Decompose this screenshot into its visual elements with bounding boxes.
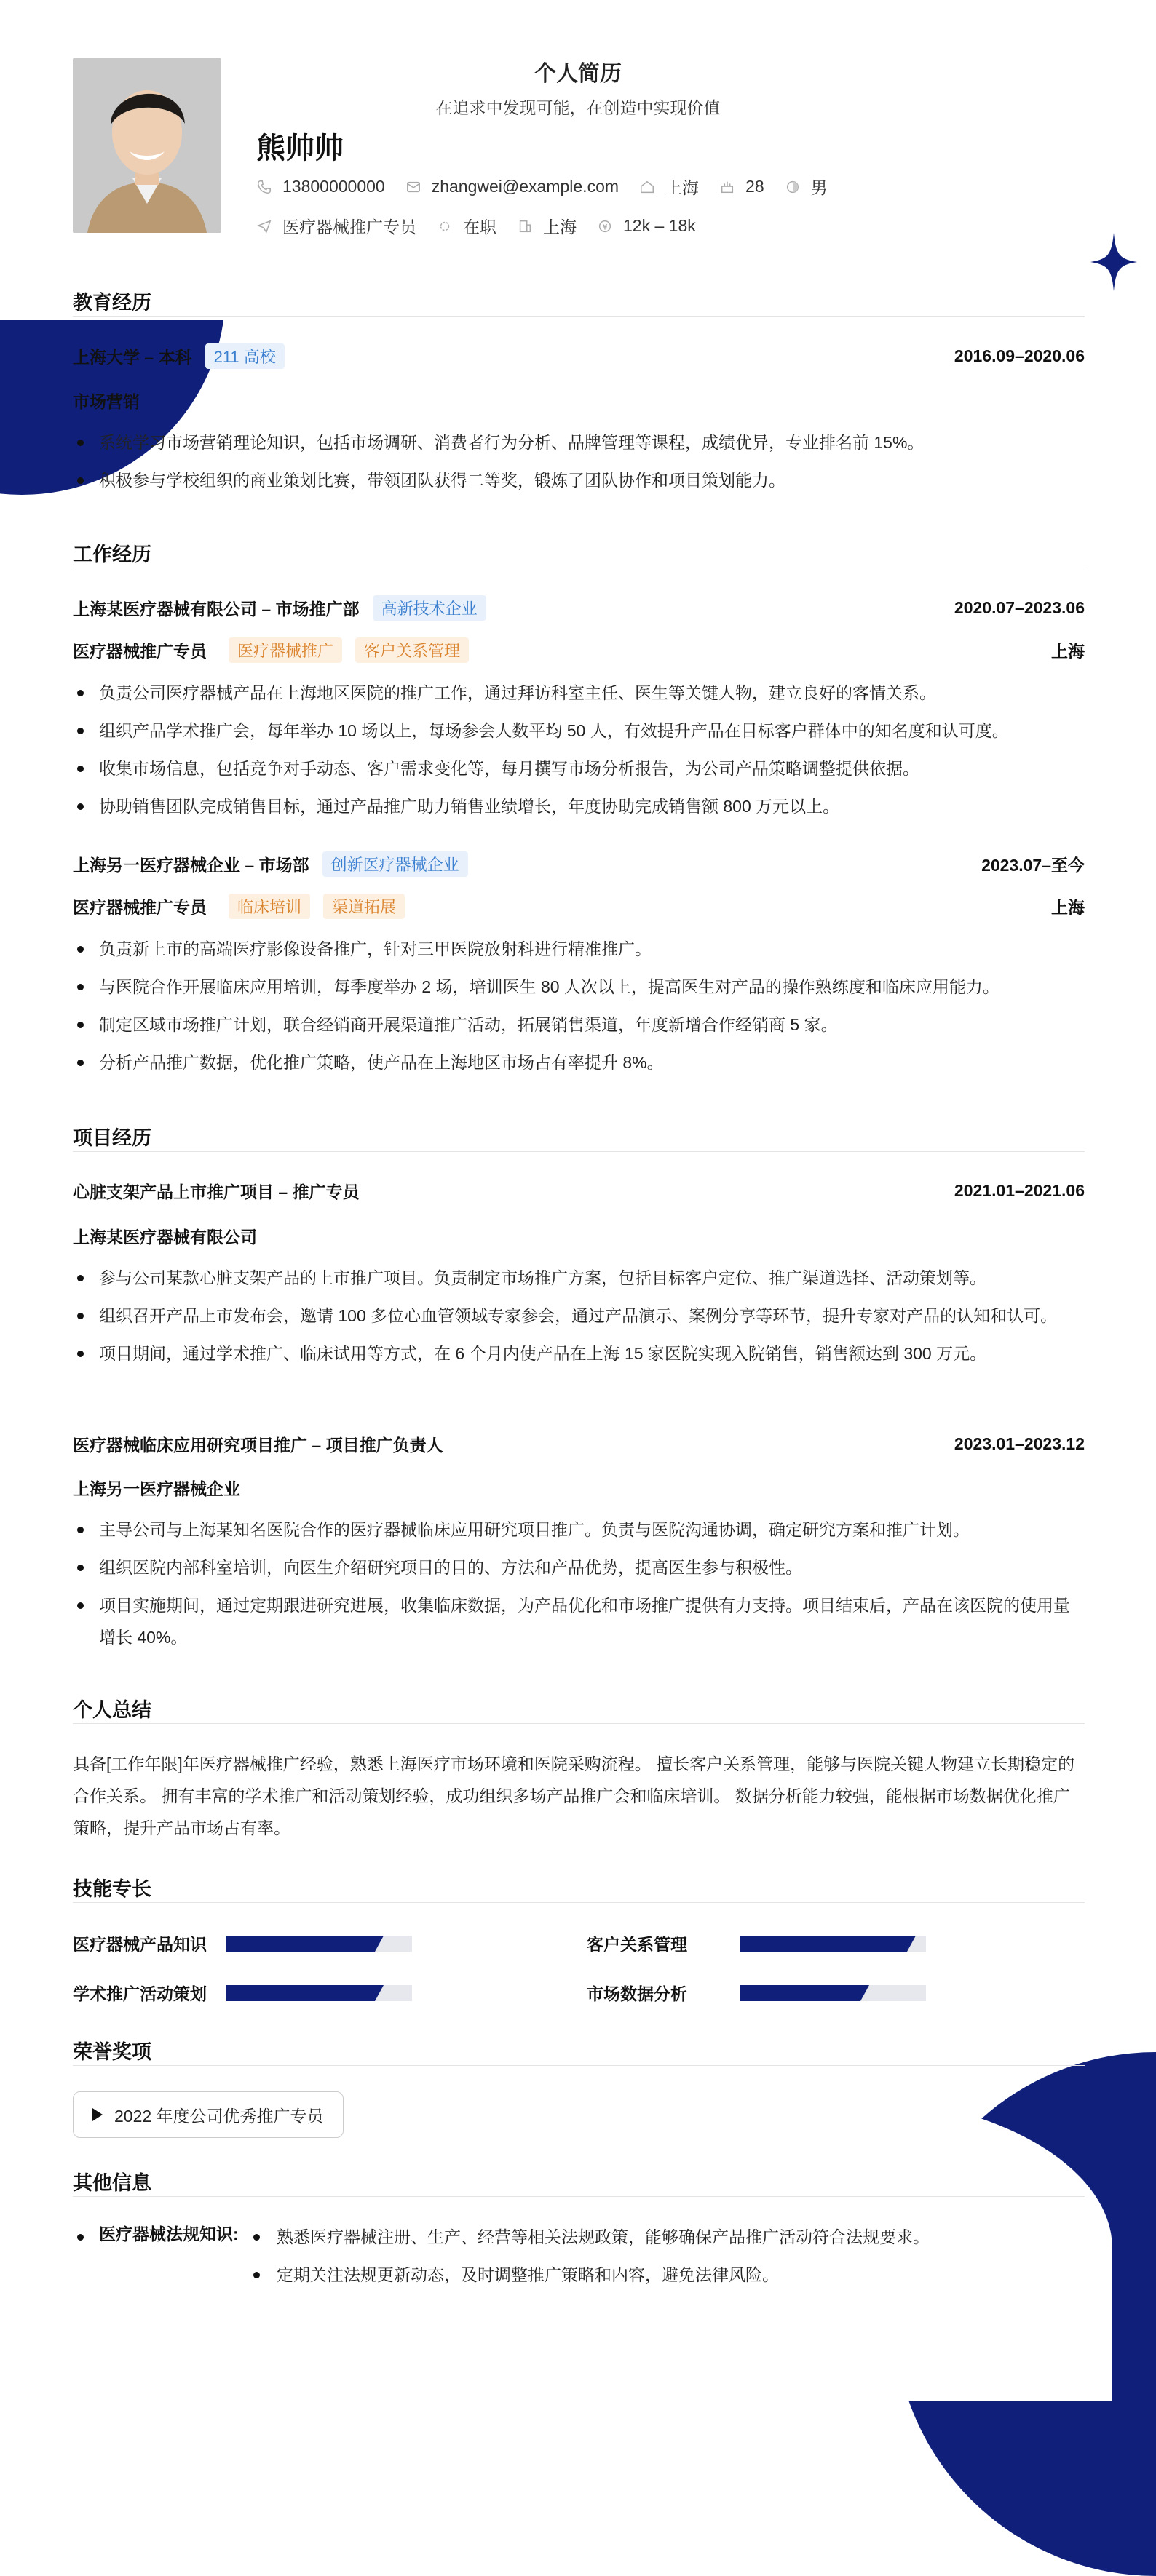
company-name: 上海某医疗器械有限公司 – 市场推广部 — [73, 600, 360, 619]
phone-text: 13800000000 — [282, 177, 385, 196]
building-icon — [517, 218, 533, 234]
list-item: 负责新上市的高端医疗影像设备推广，针对三甲医院放射科进行精准推广。 — [73, 933, 1085, 965]
status-icon — [437, 218, 453, 234]
other-values — [253, 2221, 930, 2297]
city-text: 上海 — [665, 178, 700, 197]
major: 市场营销 — [73, 392, 140, 411]
section-title-skills: 技能专长 — [73, 1878, 151, 1900]
work-city: 上海 — [1051, 898, 1085, 917]
list-item: 与医院合作开展临床应用培训，每季度举办 2 场，培训医生 80 人次以上，提高医生对产品的操作熟练度和临床应用能力。 — [73, 971, 1085, 1003]
project-bullets — [73, 1514, 1085, 1659]
skill-tag: 渠道拓展 — [323, 894, 405, 919]
section-title-education: 教育经历 — [73, 292, 151, 314]
status-text: 在职 — [463, 218, 496, 236]
skill-item — [73, 1981, 412, 2005]
email-text: zhangwei@example.com — [431, 177, 619, 196]
salary-text: 12k – 18k — [623, 216, 696, 235]
list-item: 协助销售团队完成销售目标，通过产品推广助力销售业绩增长，年度协助完成销售额 800 万元以上。 — [73, 790, 1085, 822]
skill-bar-fill — [740, 1936, 907, 1952]
company-name: 上海另一医疗器械企业 – 市场部 — [73, 856, 309, 875]
gender-item — [785, 175, 828, 199]
divider — [73, 1723, 1085, 1724]
job-row — [256, 214, 716, 238]
skill-label: 市场数据分析 — [587, 1984, 687, 2003]
skill-tag: 客户关系管理 — [355, 637, 469, 663]
skill-label: 学术推广活动策划 — [73, 1984, 207, 2003]
divider — [73, 316, 1085, 317]
education-period: 2016.09–2020.06 — [954, 346, 1085, 365]
work-bullets — [73, 933, 1085, 1084]
city-item — [639, 175, 699, 199]
company-tag: 高新技术企业 — [373, 595, 486, 621]
work-header — [73, 595, 1085, 621]
list-item: 定期关注法规更新动态，及时调整推广策略和内容，避免法律风险。 — [253, 2259, 930, 2297]
list-item: 系统学习市场营销理论知识，包括市场调研、消费者行为分析、品牌管理等课程，成绩优异，专业排名前 15%。 — [73, 426, 1085, 458]
work-role-row — [73, 894, 1085, 919]
school-name: 上海大学 – 本科 — [73, 348, 192, 367]
skill-label: 医疗器械产品知识 — [73, 1935, 207, 1954]
section-title-summary: 个人总结 — [73, 1699, 151, 1721]
skill-item — [587, 1931, 926, 1955]
contact-row — [256, 175, 848, 199]
list-item: 收集市场信息，包括竞争对手动态、客户需求变化等，每月撰写市场分析报告，为公司产品策略调整提供依据。 — [73, 752, 1085, 784]
role: 医疗器械推广专员 — [73, 642, 207, 661]
phone-icon — [256, 179, 272, 195]
phone-item[interactable] — [256, 177, 385, 196]
section-title-work: 工作经历 — [73, 544, 151, 565]
sparkle-icon — [1090, 233, 1137, 291]
project-company: 上海某医疗器械有限公司 — [73, 1228, 257, 1247]
section-title-project: 项目经历 — [73, 1127, 151, 1149]
page-title: 个人简历 — [534, 62, 622, 86]
skill-tag: 医疗器械推广 — [229, 637, 342, 663]
status-item — [437, 214, 496, 238]
education-header — [73, 343, 1085, 369]
bullet-dot — [77, 2234, 84, 2241]
list-item: 制定区域市场推广计划，联合经销商开展渠道推广活动，拓展销售渠道，年度新增合作经销商 5 家。 — [73, 1009, 1085, 1041]
award-item[interactable] — [73, 2091, 344, 2138]
school-tag: 211 高校 — [205, 343, 285, 369]
project-period: 2023.01–2023.12 — [954, 1434, 1085, 1453]
section-title-other: 其他信息 — [73, 2172, 151, 2194]
role: 医疗器械推广专员 — [73, 898, 207, 917]
play-icon — [92, 2108, 103, 2121]
salary-item — [597, 216, 696, 236]
divider — [73, 1151, 1085, 1152]
section-title-awards: 荣誉奖项 — [73, 2041, 151, 2063]
education-bullets — [73, 426, 1085, 502]
list-item: 组织召开产品上市发布会，邀请 100 多位心血管领域专家参会，通过产品演示、案例分享等环节，提升专家对产品的认知和认可。 — [73, 1300, 1085, 1332]
target-city-item — [517, 214, 577, 238]
skill-bar — [740, 1936, 926, 1952]
age-item — [719, 177, 764, 196]
skill-tag: 临床培训 — [229, 894, 310, 919]
skill-bar-fill — [226, 1985, 375, 2001]
project-name: 医疗器械临床应用研究项目推广 – 项目推广负责人 — [73, 1436, 443, 1455]
work-role-row — [73, 637, 1085, 663]
age-text: 28 — [745, 177, 764, 196]
project-name: 心脏支架产品上市推广项目 – 推广专员 — [73, 1182, 360, 1201]
project-company: 上海另一医疗器械企业 — [73, 1479, 240, 1498]
list-item: 分析产品推广数据，优化推广策略，使产品在上海地区市场占有率提升 8%。 — [73, 1046, 1085, 1078]
other-key: 医疗器械法规知识: — [99, 2225, 239, 2243]
skill-bar — [226, 1985, 412, 2001]
work-city: 上海 — [1051, 642, 1085, 661]
work-period: 2020.07–2023.06 — [954, 598, 1085, 617]
project-bullets — [73, 1262, 1085, 1375]
divider — [73, 1902, 1085, 1903]
skill-label: 客户关系管理 — [587, 1935, 687, 1954]
company-tag: 创新医疗器械企业 — [322, 851, 468, 877]
summary-text: 具备[工作年限]年医疗器械推广经验，熟悉上海医疗市场环境和医院采购流程。 擅长客户关系管理，能够与医院关键人物建立长期稳定的合作关系。 拥有丰富的学术推广和活动策划经验，成功组织多场产品推广会和临床培训。 数据分析能力较强，能根据市场数据优化推广策略，提升产品市场占有率。 — [73, 1754, 1075, 1837]
list-item: 项目实施期间，通过定期跟进研究进展，收集临床数据，为产品优化和市场推广提供有力支持。项目结束后，产品在该医院的使用量增长 40%。 — [73, 1589, 1085, 1653]
work-period: 2023.07–至今 — [981, 856, 1085, 875]
skill-bar — [226, 1936, 412, 1952]
list-item: 参与公司某款心脏支架产品的上市推广项目。负责制定市场推广方案，包括目标客户定位、推广渠道选择、活动策划等。 — [73, 1262, 1085, 1294]
target-city-text: 上海 — [543, 218, 577, 236]
email-item[interactable] — [405, 177, 619, 196]
skill-bar-fill — [226, 1936, 375, 1952]
project-company-row — [73, 1224, 1085, 1248]
divider — [73, 2065, 1085, 2066]
project-header — [73, 1432, 1085, 1456]
project-header — [73, 1179, 1085, 1203]
home-icon — [639, 179, 655, 195]
award-text: 2022 年度公司优秀推广专员 — [114, 2106, 324, 2126]
project-period: 2021.01–2021.06 — [954, 1181, 1085, 1200]
skill-bar — [740, 1985, 926, 2001]
skill-bar-fill — [740, 1985, 860, 2001]
work-bullets — [73, 677, 1085, 828]
money-icon — [597, 218, 613, 234]
job-item — [256, 214, 416, 238]
major-row — [73, 389, 1085, 413]
skill-item — [73, 1931, 412, 1955]
list-item: 熟悉医疗器械注册、生产、经营等相关法规政策，能够确保产品推广活动符合法规要求。 — [253, 2221, 930, 2259]
candidate-name: 熊帅帅 — [256, 132, 344, 164]
project-company-row — [73, 1476, 1085, 1500]
list-item: 组织医院内部科室培训，向医生介绍研究项目的目的、方法和产品优势，提高医生参与积极性。 — [73, 1551, 1085, 1583]
list-item: 主导公司与上海某知名医院合作的医疗器械临床应用研究项目推广。负责与医院沟通协调，确定研究方案和推广计划。 — [73, 1514, 1085, 1546]
send-icon — [256, 218, 272, 234]
work-header — [73, 851, 1085, 877]
gender-icon — [785, 179, 801, 195]
gender-text: 男 — [810, 178, 828, 197]
list-item: 项目期间，通过学术推广、临床试用等方式，在 6 个月内使产品在上海 15 家医院实现入院销售，销售额达到 300 万元。 — [73, 1337, 1085, 1370]
list-item: 负责公司医疗器械产品在上海地区医院的推广工作，通过拜访科室主任、医生等关键人物，建立良好的客情关系。 — [73, 677, 1085, 709]
divider — [73, 2196, 1085, 2197]
job-text: 医疗器械推广专员 — [282, 218, 416, 236]
list-item: 积极参与学校组织的商业策划比赛，带领团队获得二等奖，锻炼了团队协作和项目策划能力。 — [73, 464, 1085, 496]
mail-icon — [405, 179, 421, 195]
cake-icon — [719, 179, 735, 195]
list-item: 组织产品学术推广会，每年举办 10 场以上，每场参会人数平均 50 人，有效提升产品在目标客户群体中的知名度和认可度。 — [73, 715, 1085, 747]
motto: 在追求中发现可能，在创造中实现价值 — [435, 98, 721, 117]
skill-item — [587, 1981, 926, 2005]
